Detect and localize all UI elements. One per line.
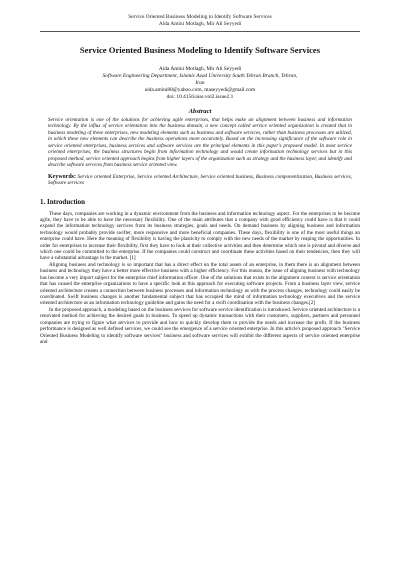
keywords-text: Service oriented Enterprise, Service oriented Architecture, Service oriented business, Business componentization, Business services, Software services [48,173,352,187]
page-footer-mark: . [199,555,201,560]
running-head [40,0,360,28]
affiliation-line-1: Software Engineering Department, Islamic Azad University South Tehran Branch, Tehran, [102,73,298,79]
abstract-text: Service orientation is one of the solutions for achieving agile enterprises, that helps make an alignment between business and information technology. By the influx of service orientation into the business domain, a new concept called service oriented organization is created that in business modeling of these enterprises, new modeling elements such as business and software services, rather than business processes are utilized, in which these new elements can describe the business operations more accurately. Based on the increasing significance of the software role in service oriented enterprises, business services and software services are the principal elements in this paper's proposed model. In most service oriented enterprises, the business structures begin from information technology and would create information technology services but in this proposed method, service oriented approach begins from higher layers of the organization such as strategy and the business layer, and identify and describe software services from business service oriented view. [48,117,352,169]
affiliation-line-2: Iran [195,80,205,86]
paper-title: Service Oriented Business Modeling to Identify Software Services [79,45,321,55]
paragraph: These days, companies are working in a dynamic environment from the business and information technology aspect. For the enterprises to be become agile, they have to be able to have the necessary flexibility. One of the main attributes that a company with good efficiency could have is that it could expand the information technology services from its business strategies, goals and needs. On demand business by aligning business and information technology would probably provide swifter, more responsive and more beneficial companies. These days, flexibility is one of the most useful things an enterprise could have. Here the meaning of flexibility is having the plasticity to comply with the new needs of the market by reaping the opportunities. In order for enterprises to increase their flexibility, first they have to look at their collective activities and then determine which one is pivotal and diverse and which one could be committed to the enterprise. If the companies could construct and coordinate these activities based on their tendencies, then they will have a substantial advantage in the market. [1] [40,210,360,262]
running-head-authors: Aida Amini Motlagh, Mir Ali Seyyedi [158,21,242,27]
header-rule [40,31,360,32]
author-emails: aida.amini88@yahoo.com, maseyyedi@gmail.com [144,87,256,93]
paragraph: In the proposed approach, a modeling based on the business services for software service identification is introduced. Service oriented architecture is a renovated method for achieving the desired goals in business. To speed up dynamic transactions with their customers, suppliers, partners and personnel companies are trying to figure what services to provide and how to quickly develop them to provide the needs and increase the profit. If the business performance is designed as well defined services, we could see the emergence of a service oriented enterprise. In this article's proposed approach "Service Oriented Business Modeling to identify software services" business and software services will exhibit the different aspects of service oriented enterprise and [40,306,360,345]
keywords [48,174,352,187]
keywords-label: Keywords: [48,173,76,180]
paragraph: Aligning business and technology is so important that has a direct effect on the total assets of an enterprise, in them there is an alignment between business and technology they have a better more effective business with a higher efficiency. For this reason, the issue of aligning business with technology has become a very import subject for the enterprise chief information officer .One of the solutions that exists in the alignment context is service orientation that has caused the enterprise organizations to have a specific look at this approach for executing software projects. From a business layer view, service oriented architecture creates a connection between business processes and information technology as with the process changes, technology could easily be coordinated. Swift business changes is another fundamental subject that has occupied the mind of information technology executives and the service oriented architecture as an information technology guideline and gains the need for a swift coordination with the business changes.[2] [40,261,360,307]
running-head-title: Service Oriented Business Modeling to Identify Software Services [128,14,272,20]
doi: doi: 10.4156/aiss.vol2.issue2.1 [166,94,234,100]
paper-authors: Aida Amini Motlagh, Mir Ali Seyyedi [158,66,242,72]
section-heading-introduction: 1. Introduction [40,197,85,206]
abstract-heading: Abstract [188,108,212,115]
